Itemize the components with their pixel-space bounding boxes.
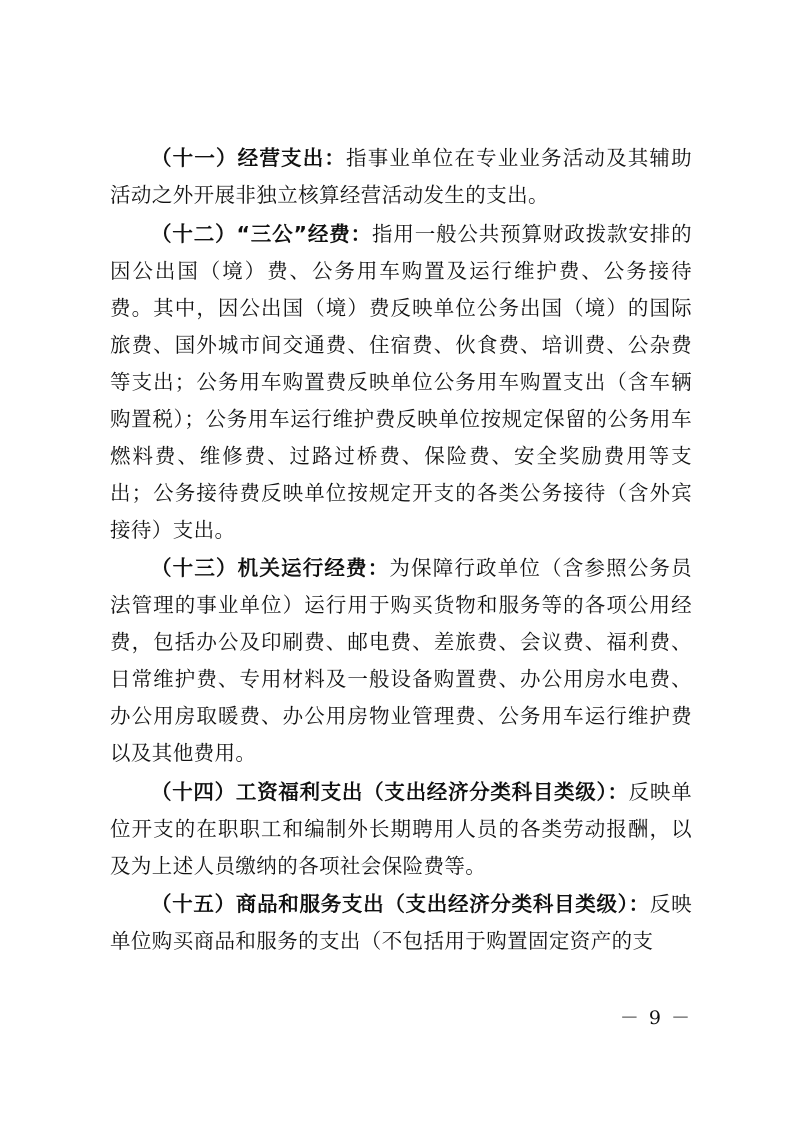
term-definition: 指用一般公共预算财政拨款安排的因公出国（境）费、公务用车购置及运行维护费、公务接待费。其中，因公出国（境）费反映单位公务出国（境）的国际旅费、国外城市间交通费、住宿费、伙食费、培训费、公杂费等支出；公务用车购置费反映单位公务用车购置支出（含车辆购置税）；公务用车运行维护费反映单位按规定保留的公务用车燃料费、维修费、过路过桥费、保险费、安全奖励费用等支出；公务接待费反映单位按规定开支的各类公务接待（含外宾接待）支出。	[110, 221, 692, 542]
page-number: － 9 －	[619, 1007, 692, 1029]
term-heading: （十五）商品和服务支出（支出经济分类科目类级）：	[151, 892, 650, 916]
term-definition: 为保障行政单位（含参照公务员法管理的事业单位）运行用于购买货物和服务等的各项公用经费，包括办公及印刷费、邮电费、差旅费、会议费、福利费、日常维护费、专用材料及一般设备购置费、办公用房水电费、办公用房取暖费、办公用房物业管理费、公务用车运行维护费以及其他费用。	[110, 556, 692, 765]
term-heading: （十三）机关运行经费：	[151, 556, 390, 580]
term-definition: 指事业单位在专业业务活动及其辅助活动之外开展非独立核算经营活动发生的支出。	[110, 146, 692, 207]
paragraph-wages-welfare-expenditure	[110, 774, 692, 885]
term-heading: （十二）“三公”经费：	[151, 221, 372, 246]
paragraph-three-public-funds	[110, 216, 692, 549]
term-heading: （十四）工资福利支出（支出经济分类科目类级）：	[151, 779, 629, 804]
paragraph-goods-services-expenditure	[110, 886, 692, 960]
term-definition: 反映单位开支的在职职工和编制外长期聘用人员的各类劳动报酬，以及为上述人员缴纳的各项社会保险费等。	[110, 779, 692, 878]
paragraph-operating-expenditure	[110, 140, 692, 214]
paragraph-agency-operating-funds	[110, 550, 692, 772]
document-body	[110, 140, 692, 962]
term-heading: （十一）经营支出：	[151, 146, 347, 170]
term-definition: 反映单位购买商品和服务的支出（不包括用于购置固定资产的支	[110, 892, 692, 953]
